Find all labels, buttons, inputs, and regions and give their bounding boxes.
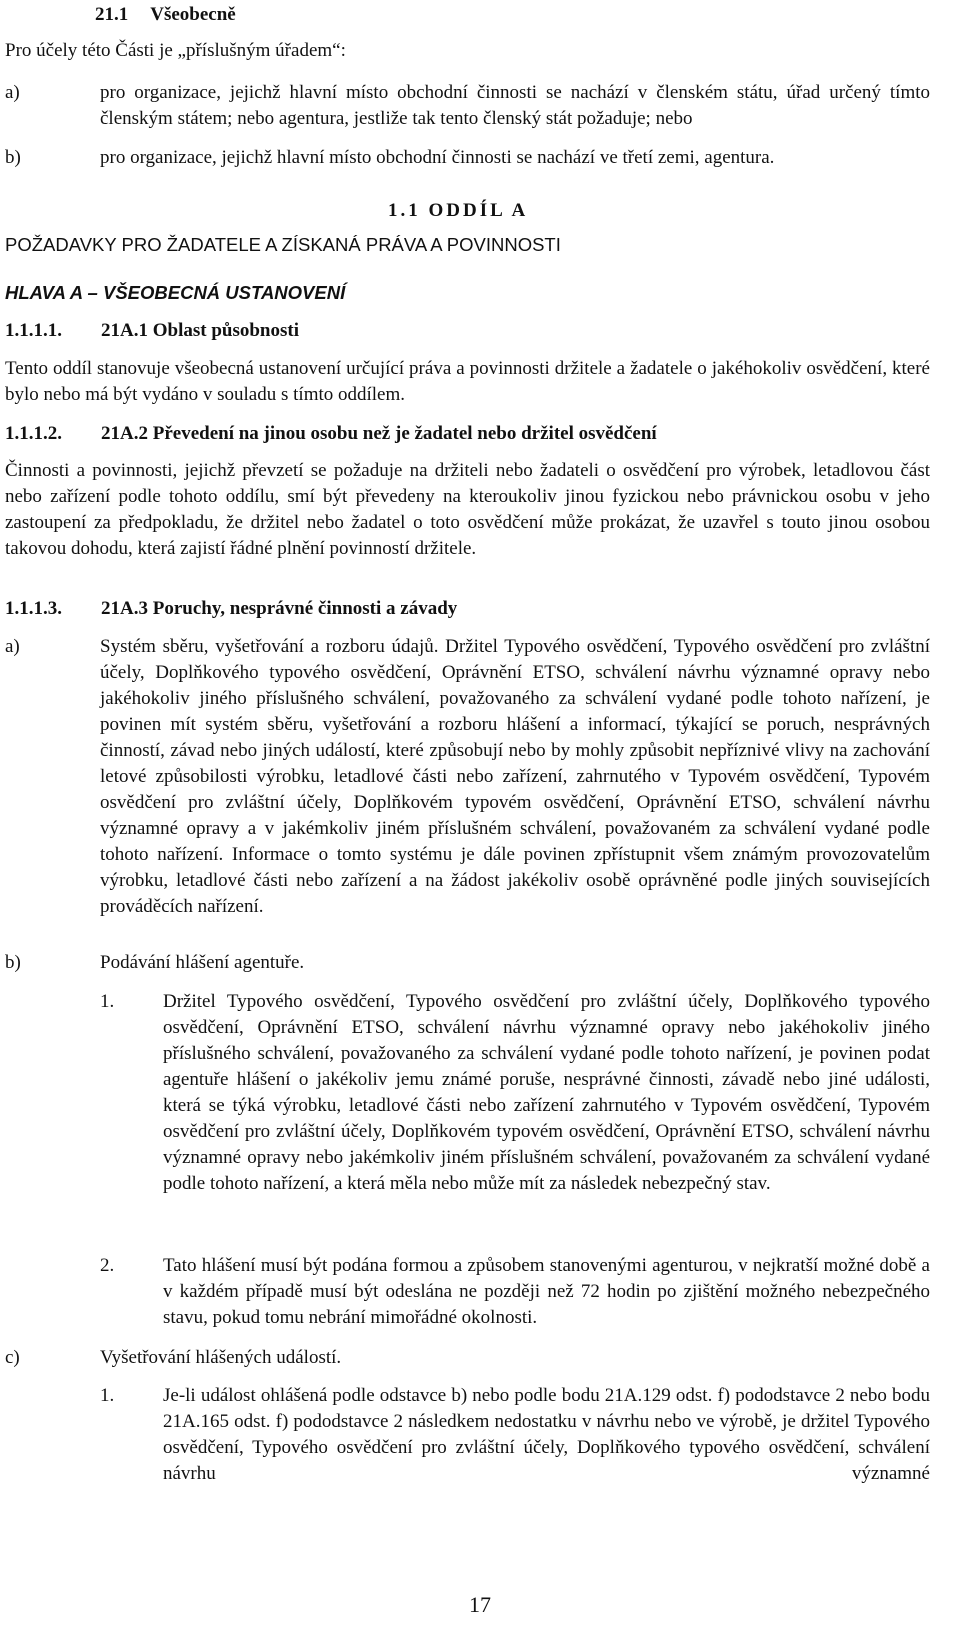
requirements-heading: POŽADAVKY PRO ŽADATELE A ZÍSKANÁ PRÁVA A POVINNOSTI (5, 234, 561, 255)
hlava-heading: HLAVA A – VŠEOBECNÁ USTANOVENÍ (5, 282, 346, 303)
s3-number: 1.1.1.3. (5, 598, 62, 619)
page-number: 17 (469, 1592, 491, 1617)
s3-title: 21A.3 Poruchy, nesprávné činnosti a závady (101, 598, 458, 619)
s3-item-a-label: a) (5, 636, 20, 657)
s1-number: 1.1.1.1. (5, 320, 62, 341)
s3-item-a-text: Systém sběru, vyšetřování a rozboru údajů. Držitel Typového osvědčení, Typového osvědčení pro zvláštní účely, Doplňkového typového osvědčení, Oprávnění ETSO, schválení návrhu významné opravy nebo jakéhokoliv jiného příslušného schválení, považovaného za schválení vydané podle tohoto nařízení, je povinen mít systém sběru, vyšetřování a rozboru hlášení a informací, týkající se poruch, nesprávných činností, závad nebo jiných událostí, které způsobují nebo by mohly způsobit nepříznivé vlivy na zachování letové způsobilosti výrobku, letadlové části nebo zařízení, zahrnutého v Typovém osvědčení, Typovém osvědčení pro zvláštní účely, Doplňkovém typovém osvědčení, Oprávnění ETSO, schválení návrhu významné opravy a v jakémkoliv jiném příslušném schválení, považovaném za schválení vydané podle tohoto nařízení. Informace o tomto systému je dále povinen zpřístupnit všem známým provozovatelům výrobku, letadlové části nebo zařízení a na žádost jakékoliv osobě oprávněné podle jiných souvisejících prováděcích nařízení. (100, 636, 930, 917)
authority-item-a-label: a) (5, 82, 20, 103)
s3-heading (5, 596, 457, 622)
s2-title: 21A.2 Převedení na jinou osobu než je žadatel nebo držitel osvědčení (101, 423, 657, 444)
s3-item-c-text: Vyšetřování hlášených událostí. (100, 1347, 342, 1368)
section-number: 21.1 (95, 4, 129, 25)
s3-item-b-sub2-text: Tato hlášení musí být podána formou a způsobem stanovenými agenturou, v nejkratší možné době a v každém případě musí být odeslána ne později než 72 hodin po zjištění možného nebezpečného stavu, pokud tomu nebrání mimořádné okolnosti. (163, 1255, 930, 1328)
authority-item-a-text: pro organizace, jejichž hlavní místo obchodní činnosti se nachází v členském státu, úřad určený tímto členským státem; nebo agentura, jestliže tak tento členský stát požaduje; nebo (100, 82, 930, 129)
s1-text: Tento oddíl stanovuje všeobecná ustanovení určující práva a povinnosti držitele a žadatele o jakéhokoliv osvědčení, které bylo nebo má být vydáno v souladu s tímto oddílem. (5, 358, 930, 405)
s3-item-b-sub1-text: Držitel Typového osvědčení, Typového osvědčení pro zvláštní účely, Doplňkového typového osvědčení, Oprávnění ETSO, schválení návrhu významné opravy nebo jakéhokoliv jiného příslušného schválení, považovaného za schválení vydané podle tohoto nařízení, je povinen podat agentuře hlášení o jakékoliv jemu známé poruše, nesprávné činnosti, závadě nebo jiné události, která se týká výrobku, letadlové části nebo zařízení zahrnutého v Typovém osvědčení, Typovém osvědčení pro zvláštní účely, Doplňkovém typovém osvědčení, Oprávnění ETSO, schválení návrhu významné opravy nebo jakémkoliv jiném příslušném schválení, považovaném za schválení vydané podle tohoto nařízení, a která měla nebo může mít za následek nebezpečný stav. (163, 991, 930, 1194)
s3-item-c-label: c) (5, 1347, 20, 1368)
authority-item-b-label: b) (5, 147, 21, 168)
s2-number: 1.1.1.2. (5, 423, 62, 444)
section-title: Všeobecně (150, 4, 236, 25)
s3-item-c-sub1-text: Je-li událost ohlášená podle odstavce b) nebo podle bodu 21A.129 odst. f) pododstavce 2 nebo bodu 21A.165 odst. f) pododstavce 2 následkem nedostatku v návrhu nebo ve výrobě, je držitel Typového osvědčení, Typového osvědčení pro zvláštní účely, Doplňkového typového osvědčení, schválení návrhu významné (163, 1385, 930, 1484)
oddil-heading: 1.1 ODDÍL A (388, 200, 529, 221)
s3-item-b-sub1-label: 1. (100, 991, 115, 1012)
s2-text: Činnosti a povinnosti, jejichž převzetí se požaduje na držiteli nebo žadateli o osvědčení pro výrobek, letadlovou část nebo zařízení podle tohoto oddílu, smí být převedeny na kteroukoliv jinou fyzickou nebo právnickou osobu v jeho zastoupení za předpokladu, že držitel nebo žadatel o toto osvědčení může prokázat, že uzavřel s touto jinou osobou takovou dohodu, která zajistí řádné plnění povinností držitele. (5, 460, 930, 559)
s2-heading (5, 421, 657, 447)
s3-item-b-sub2-label: 2. (100, 1255, 115, 1276)
s3-item-b-text: Podávání hlášení agentuře. (100, 952, 305, 973)
s3-item-c-sub1-label: 1. (100, 1385, 115, 1406)
s3-item-b-label: b) (5, 952, 21, 973)
authority-item-b-text: pro organizace, jejichž hlavní místo obchodní činnosti se nachází ve třetí zemi, agentura. (100, 147, 775, 168)
section-heading (95, 2, 236, 28)
s1-heading (5, 318, 299, 344)
s1-title: 21A.1 Oblast působnosti (101, 320, 299, 341)
intro-text: Pro účely této Části je „příslušným úřadem“: (5, 40, 346, 61)
